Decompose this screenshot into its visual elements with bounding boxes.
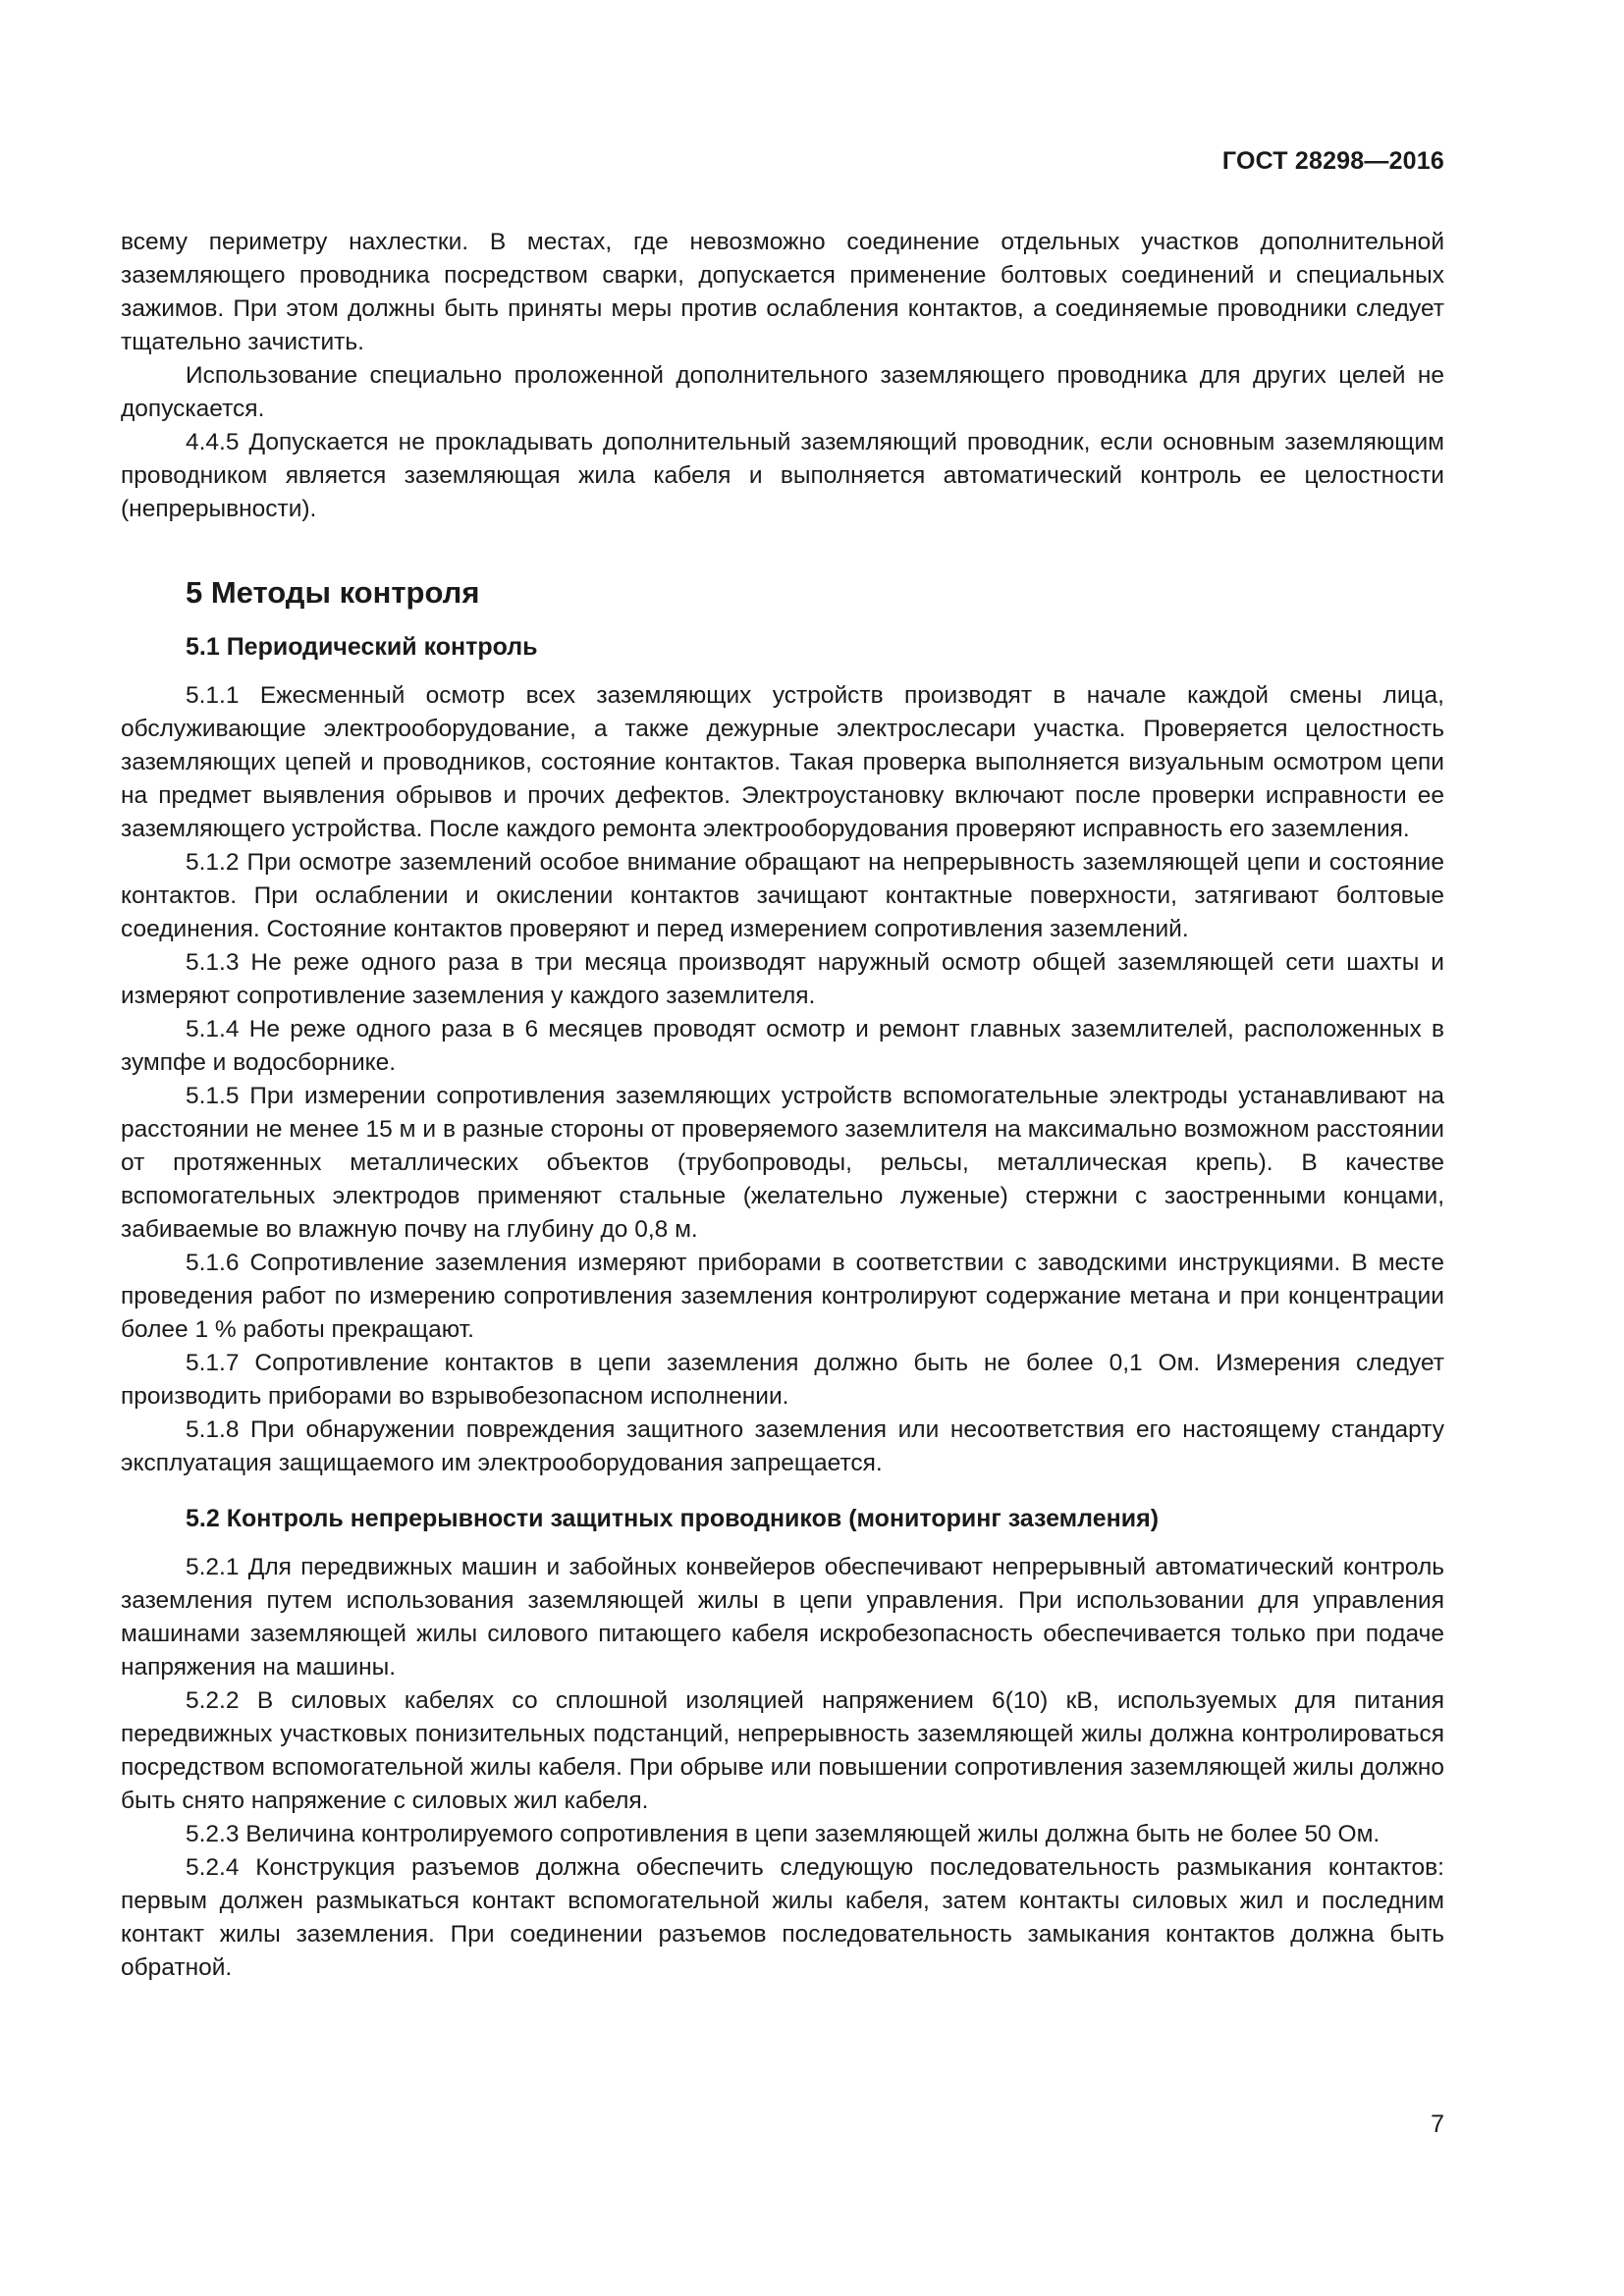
- paragraph-5-1-4: 5.1.4 Не реже одного раза в 6 месяцев проводят осмотр и ремонт главных заземлителей, расположенных в зумпфе и водосборнике.: [121, 1016, 1444, 1076]
- paragraph-continuation: всему периметру нахлестки. В местах, где невозможно соединение отдельных участков дополнительной заземляющего проводника посредством сварки, допускается применение болтовых соединений и специальных зажимов. При этом должны быть приняты меры против ослабления контактов, а соединяемые проводники следует тщательно зачистить.: [121, 229, 1444, 355]
- paragraph-5-2-1: 5.2.1 Для передвижных машин и забойных конвейеров обеспечивают непрерывный автоматический контроль заземления путем использования заземляющей жилы в цепи управления. При использовании для управления машинами заземляющей жилы силового питающего кабеля искробезопасность обеспечивается только при подаче напряжения на машины.: [121, 1554, 1444, 1681]
- paragraph-5-2-3: 5.2.3 Величина контролируемого сопротивления в цепи заземляющей жилы должна быть не более 50 Ом.: [186, 1821, 1380, 1847]
- page-number: 7: [1431, 2110, 1444, 2138]
- subsection-title-5-2: 5.2 Контроль непрерывности защитных проводников (мониторинг заземления): [186, 1505, 1160, 1532]
- paragraph-5-1-8: 5.1.8 При обнаружении повреждения защитного заземления или несоответствия его настоящему стандарту эксплуатация защищаемого им электрооборудования запрещается.: [121, 1416, 1444, 1476]
- paragraph-5-1-1: 5.1.1 Ежесменный осмотр всех заземляющих устройств производят в начале каждой смены лица, обслуживающие электрооборудование, а также дежурные электрослесари участка. Проверяется целостность заземляющих цепей и проводников, состояние контактов. Такая проверка выполняется визуальным осмотром цепи на предмет выявления обрывов и прочих дефектов. Электроустановку включают после проверки исправности ее заземляющего устройства. После каждого ремонта электрооборудования проверяют исправность его заземления.: [121, 682, 1444, 842]
- document-code: ГОСТ 28298—2016: [1221, 147, 1444, 175]
- paragraph-4-4-5: 4.4.5 Допускается не прокладывать дополнительный заземляющий проводник, если основным заземляющим проводником является заземляющая жила кабеля и выполняется автоматический контроль ее целостности (непрерывности).: [121, 429, 1444, 522]
- paragraph-5-1-2: 5.1.2 При осмотре заземлений особое внимание обращают на непрерывность заземляющей цепи и состояние контактов. При ослаблении и окислении контактов зачищают контактные поверхности, затягивают болтовые соединения. Состояние контактов проверяют и перед измерением сопротивления заземлений.: [121, 849, 1444, 942]
- page-body: [121, 226, 1444, 1985]
- paragraph-5-1-7: 5.1.7 Сопротивление контактов в цепи заземления должно быть не более 0,1 Ом. Измерения следует производить приборами во взрывобезопасном исполнении.: [121, 1350, 1444, 1410]
- paragraph-5-1-6: 5.1.6 Сопротивление заземления измеряют приборами в соответствии с заводскими инструкциями. В месте проведения работ по измерению сопротивления заземления контролируют содержание метана и при концентрации более 1 % работы прекращают.: [121, 1250, 1444, 1343]
- paragraph: Использование специально проложенной дополнительного заземляющего проводника для других целей не допускается.: [121, 362, 1444, 422]
- paragraph-5-1-5: 5.1.5 При измерении сопротивления заземляющих устройств вспомогательные электроды устанавливают на расстоянии не менее 15 м и в разные стороны от проверяемого заземлителя на максимально возможном расстоянии от протяженных металлических объектов (трубопроводы, рельсы, металлическая крепь). В качестве вспомогательных электродов применяют стальные (желательно луженые) стержни с заостренными концами, забиваемые во влажную почву на глубину до 0,8 м.: [121, 1083, 1444, 1243]
- paragraph-5-2-4: 5.2.4 Конструкция разъемов должна обеспечить следующую последовательность размыкания контактов: первым должен размыкаться контакт вспомогательной жилы кабеля, затем контакты силовых жил и последним контакт жилы заземления. При соединении разъемов последовательность замыкания контактов должна быть обратной.: [121, 1854, 1444, 1981]
- subsection-title-5-1: 5.1 Периодический контроль: [186, 633, 538, 661]
- paragraph-5-2-2: 5.2.2 В силовых кабелях со сплошной изоляцией напряжением 6(10) кВ, используемых для питания передвижных участковых понизительных подстанций, непрерывность заземляющей жилы должна контролироваться посредством вспомогательной жилы кабеля. При обрыве или повышении сопротивления заземляющей жилы должно быть снято напряжение с силовых жил кабеля.: [121, 1687, 1444, 1814]
- section-title: 5 Методы контроля: [186, 575, 480, 610]
- paragraph-5-1-3: 5.1.3 Не реже одного раза в три месяца производят наружный осмотр общей заземляющей сети шахты и измеряют сопротивление заземления у каждого заземлителя.: [121, 949, 1444, 1009]
